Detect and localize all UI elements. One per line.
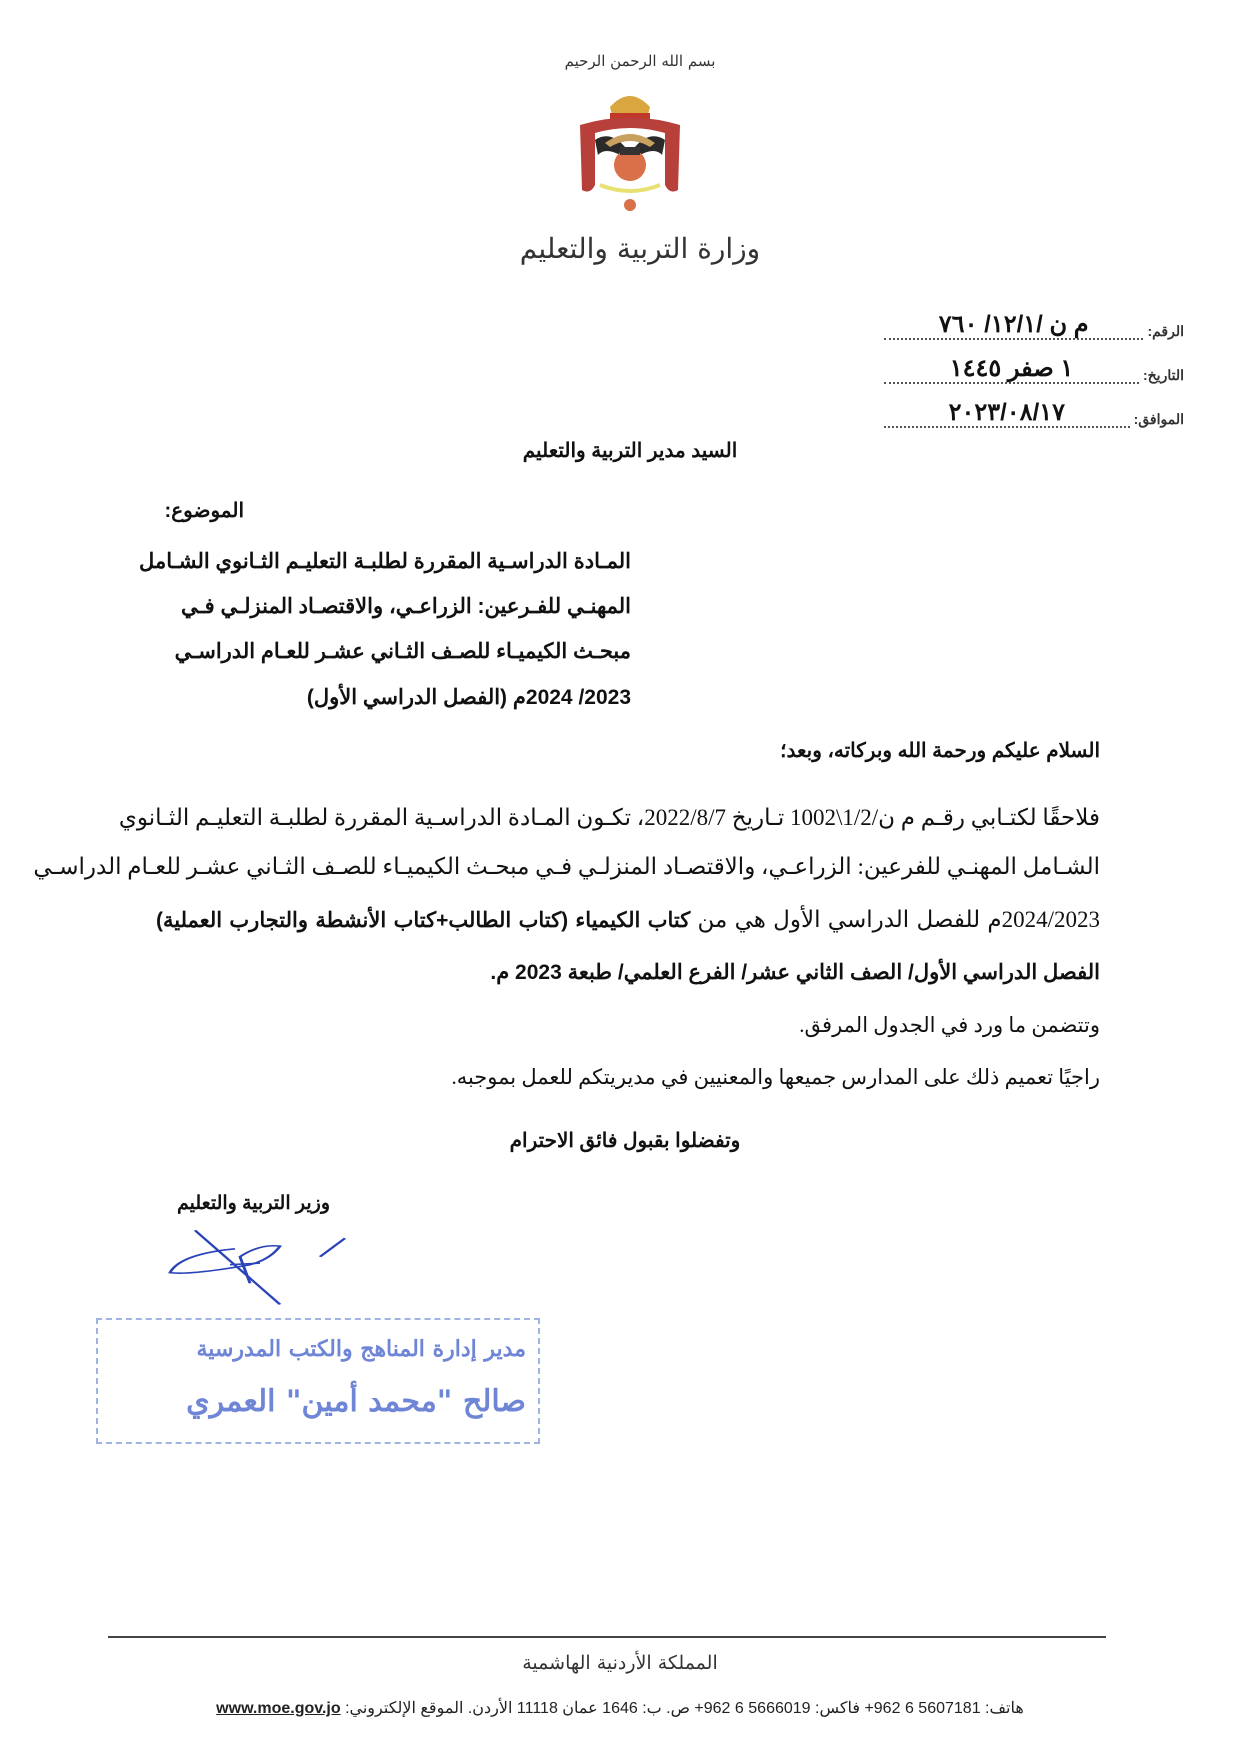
contact-details: هاتف: 5607181 6 962+ فاكس: 5666019 6 962+ ص. ب: 1646 عمان 11118 الأردن. الموقع الإلكتروني: (340, 1700, 1024, 1717)
subject-line: 2023/ 2024م (الفصل الدراسي الأول) (306, 686, 631, 709)
gregorian-date-field (884, 394, 1184, 428)
reference-number-value: م ن /١٢/١/ ٧٦٠ (884, 312, 1143, 340)
body-line: فلاحقًا لكتـابي رقـم م ن/1/2\1002 تـاريخ 2022/8/7، تكـون المـادة الدراسـية المقررة لطلبـة التعليـم الثـانوي (118, 805, 1100, 830)
body-line-edition: الفصل الدراسي الأول/ الصف الثاني عشر/ الفرع العلمي/ طبعة 2023 م. (490, 961, 1100, 984)
footer-kingdom: المملكة الأردنية الهاشمية (522, 1652, 718, 1674)
signatory-title: وزير التربية والتعليم (177, 1193, 330, 1214)
gregorian-date-value: ٢٠٢٣/٠٨/١٧ (884, 400, 1130, 428)
subject-line: المـادة الدراسـية المقررة لطلبـة التعليـم الثـانوي الشـامل (139, 550, 631, 573)
gregorian-date-label: الموافق: (1133, 411, 1184, 427)
reference-number-field (884, 306, 1184, 340)
stamp-name: صالح "محمد أمين" العمري (186, 1384, 526, 1419)
hijri-date-field (884, 350, 1184, 384)
stamp-title: مدير إدارة المناهج والكتب المدرسية (196, 1336, 526, 1362)
greeting: السلام عليكم ورحمة الله وبركاته، وبعد؛ (780, 740, 1100, 762)
basmala: بسم الله الرحمن الرحيم (564, 52, 716, 70)
reference-number-label: الرقم: (1147, 323, 1184, 339)
ministry-name: وزارة التربية والتعليم (519, 232, 761, 265)
addressee: السيد مدير التربية والتعليم (522, 440, 738, 462)
subject-line: مبحـث الكيميـاء للصـف الثـاني عشـر للعـام الدراسـي (174, 640, 631, 663)
body-line: وتتضمن ما ورد في الجدول المرفق. (799, 1013, 1100, 1037)
subject-line: المهنـي للفـرعين: الزراعـي، والاقتصـاد المنزلـي فـي (180, 595, 631, 618)
body-line: راجيًا تعميم ذلك على المدارس جميعها والمعنيين في مديريتكم للعمل بموجبه. (451, 1065, 1100, 1089)
body-line: الشـامل المهنـي للفرعين: الزراعـي، والاقتصـاد المنزلـي فـي مبحـث الكيميـاء للصـف الثـاني عشـر للعـام الدراسـي (33, 854, 1100, 879)
subject-label: الموضوع: (164, 500, 244, 522)
hijri-date-label: التاريخ: (1142, 367, 1184, 383)
hijri-date-value: ١ صفر ١٤٤٥ (884, 356, 1139, 384)
footer-contacts (40, 1698, 1200, 1718)
body-text: 2024/2023م للفصل الدراسي الأول هي من (690, 907, 1100, 932)
closing-phrase: وتفضلوا بقبول فائق الاحترام (509, 1130, 741, 1152)
handwritten-signature (160, 1225, 360, 1315)
official-stamp (96, 1318, 540, 1444)
website-link[interactable]: www.moe.gov.jo (216, 1700, 341, 1717)
jordan-coat-of-arms-emblem (570, 85, 690, 220)
textbook-title: كتاب الكيمياء (كتاب الطالب+كتاب الأنشطة والتجارب العملية) (156, 909, 691, 932)
footer-divider (108, 1636, 1106, 1638)
body-line (156, 905, 1100, 936)
